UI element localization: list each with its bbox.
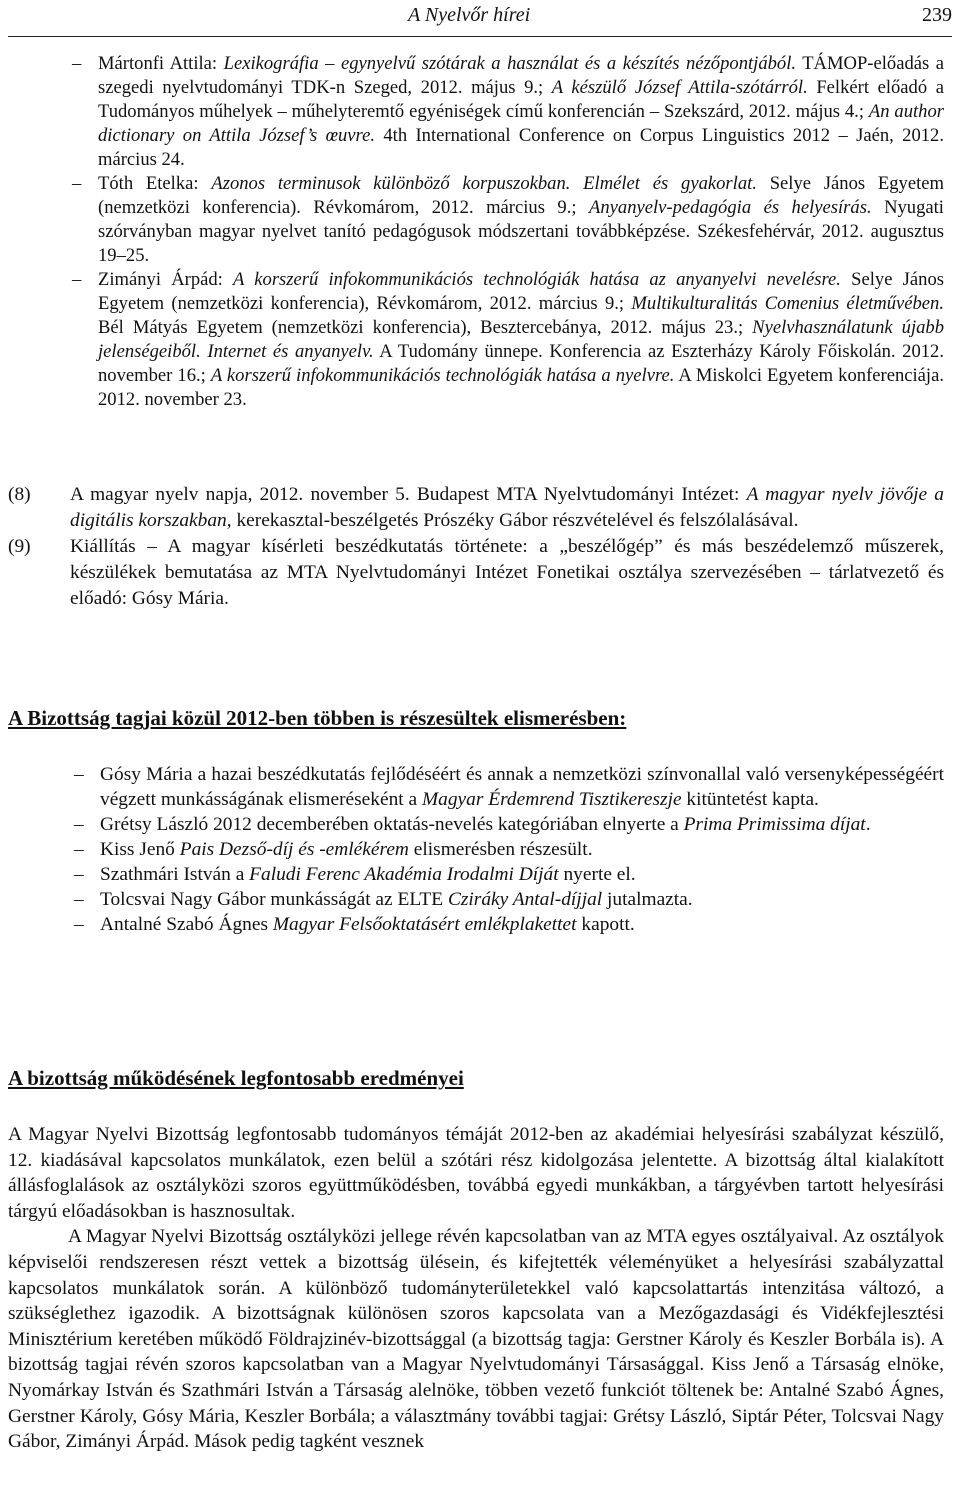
- italic-text: Pais Dezső-díj és -emlékérem: [179, 839, 409, 860]
- text-run: Bél Mátyás Egyetem (nemzetközi konferencia), Besztercebánya, 2012. május 23.;: [98, 317, 753, 338]
- list-item: [8, 887, 952, 912]
- item-text: [98, 53, 944, 170]
- italic-text: Magyar Felsőoktatásért emlékplakettet: [272, 914, 577, 935]
- paragraph: A Magyar Nyelvi Bizottság osztályközi jellege révén kapcsolatban van az MTA egyes osztályaival. Az osztályok képviselői rendszeresen részt vettek a bizottság ülésein, és kifejtették véleményüket a helyesírási szabályzattal kapcsolatos munkálatok során. A különböző tudományterületekkel való kapcsolattartás intenzitása változó, a szükséglethez igazodik. A bizottságnak különösen szoros kapcsolata van a Mezőgazdasági és Vidékfejlesztési Minisztérium keretében működő Földrajzinév-bizottsággal (a bizottság tagja: Gerstner Károly és Keszler Borbála is). A bizottság tagjai révén szoros kapcsolatban van a Magyar Nyelvtudományi Társasággal. Kiss Jenő a Társaság elnöke, Nyomárkay István és Szathmári István a Társaság alelnöke, többen vezető funkciót töltenek be: Antalné Szabó Ágnes, Gerstner Károly, Gósy Mária, Keszler Borbála; a választmány további tagjai: Grétsy László, Siptár Péter, Tolcsvai Nagy Gábor, Zimányi Árpád. Mások pedig tagként vesznek: [8, 1226, 944, 1453]
- text-run: Selye János Egyetem (nemzetközi konferencia). Révkomárom, 2012. március 9.;: [98, 173, 944, 218]
- italic-text: A magyar nyelv jövője a digitális korszakban: [70, 484, 944, 531]
- italic-text: Multikulturalitás Comenius életművében.: [631, 293, 944, 314]
- text-run: Nyugati szórványban magyar nyelvet tanító pedagógusok módszertani továbbképzése. Székesfehérvár, 2012. augusztus 19–25.: [98, 197, 944, 266]
- text-run: , kerekasztal-beszélgetés Prószéky Gábor részvételével és felszólalásával.: [226, 510, 799, 531]
- italic-text: Azonos terminusok különböző korpuszokban. Elmélet és gyakorlat.: [211, 173, 757, 194]
- item-text: [100, 764, 944, 810]
- running-header: [8, 0, 952, 37]
- paragraph: A Magyar Nyelvi Bizottság legfontosabb tudományos témáját 2012-ben az akadémiai helyesírási szabályzat készülő, 12. kiadásával kapcsolatos munkálatok, ezen belül a szótári rész kidolgozása jelentette. A bizottság által kialakított állásfoglalások az osztályközi szoros együttműködésben, továbbá egyedi munkákban, a tárgyévben tartott helyesírási tárgyú előadásokban is hasznosultak.: [8, 1124, 944, 1222]
- text-run: TÁMOP-előadás a szegedi nyelvtudományi TDK-n Szeged, 2012. május 9.;: [98, 53, 944, 98]
- italic-text: Cziráky Antal-díjjal: [447, 889, 603, 910]
- dash-bullet: –: [74, 864, 84, 885]
- item-text: [100, 814, 871, 835]
- list-item: [8, 172, 952, 268]
- text-run: Felkért előadó a Tudományos műhelyek – műhelyteremtő egyéniségek című konferencián – Szekszárd, 2012. május 4.;: [98, 77, 944, 122]
- dash-bullet: –: [74, 764, 84, 785]
- item-text: [100, 914, 635, 935]
- item-text: [70, 484, 944, 531]
- journal-title: A Nyelvőr hírei: [408, 4, 531, 26]
- text-run: Gósy Mária a hazai beszédkutatás fejlődéséért és annak a nemzetközi színvonallal való versenyképességéért végzett munkásságának elismeréseként a: [100, 764, 944, 810]
- text-run: Kiss Jenő: [100, 839, 180, 860]
- item-text: [100, 839, 593, 860]
- text-run: kitüntetést kapta.: [681, 789, 819, 810]
- dash-bullet: –: [72, 53, 82, 74]
- text-run: Tóth Etelka:: [98, 173, 212, 194]
- list-item: [8, 812, 952, 837]
- text-run: A magyar nyelv napja, 2012. november 5. Budapest MTA Nyelvtudományi Intézet:: [70, 484, 747, 505]
- text-run: kapott.: [576, 914, 635, 935]
- text-run: Szathmári István a: [100, 864, 250, 885]
- dash-bullet: –: [72, 173, 82, 194]
- text-run: jutalmazta.: [602, 889, 693, 910]
- awards-list: [8, 762, 952, 937]
- italic-text: Magyar Érdemrend Tisztikereszje: [421, 789, 682, 810]
- item-text: [100, 864, 636, 885]
- numbered-item: [8, 482, 952, 534]
- item-text: [100, 889, 693, 910]
- list-item: [8, 268, 952, 412]
- text-run: nyerte el.: [558, 864, 636, 885]
- numbered-item: [8, 534, 952, 612]
- text-run: Kiállítás – A magyar kísérleti beszédkutatás története: a „beszélőgép” és más beszédelemző műszerek, készülékek bemutatása az MTA Nyelvtudományi Intézet Fonetikai osztálya szervezésében – tárlatvezető és előadó: Gósy Mária.: [70, 536, 944, 609]
- text-run: Tolcsvai Nagy Gábor munkásságát az ELTE: [100, 889, 448, 910]
- section-heading-results: A bizottság működésének legfontosabb eredményei: [8, 1066, 464, 1090]
- item-number: (8): [8, 484, 31, 505]
- text-run: elismerésben részesült.: [408, 839, 593, 860]
- text-run: A Tudomány ünnepe. Konferencia az Eszterházy Károly Főiskolán. 2012. november 16.;: [98, 341, 944, 386]
- italic-text: An author dictionary on Attila József’s œuvre.: [98, 101, 944, 146]
- text-run: Mártonfi Attila:: [98, 53, 224, 74]
- text-run: Grétsy László 2012 decemberében oktatás-nevelés kategóriában elnyerte a: [100, 814, 684, 835]
- dash-bullet: –: [72, 269, 82, 290]
- item-text: [70, 536, 944, 609]
- italic-text: A korszerű infokommunikációs technológiák hatása az anyanyelvi nevelésre.: [233, 269, 841, 290]
- text-run: A Miskolci Egyetem konferenciája. 2012. november 23.: [98, 365, 944, 410]
- presentations-list: [8, 52, 952, 412]
- list-item: [8, 837, 952, 862]
- italic-text: Anyanyelv-pedagógia és helyesírás.: [589, 197, 872, 218]
- dash-bullet: –: [74, 839, 84, 860]
- italic-text: Nyelvhasználatunk újabb jelenségeiből. Internet és anyanyelv.: [98, 317, 944, 362]
- results-body: [8, 1122, 952, 1455]
- section-heading-awards: A Bizottság tagjai közül 2012-ben többen is részesültek elismerésben:: [8, 706, 627, 730]
- item-text: [98, 173, 944, 266]
- list-item: [8, 52, 952, 172]
- item-number: (9): [8, 536, 31, 557]
- dash-bullet: –: [74, 889, 84, 910]
- dash-bullet: –: [74, 814, 84, 835]
- list-item: [8, 862, 952, 887]
- list-item: [8, 762, 952, 812]
- text-run: 4th International Conference on Corpus Linguistics 2012 – Jaén, 2012. március 24.: [98, 125, 944, 170]
- text-run: .: [865, 814, 871, 835]
- italic-text: Lexikográfia – egynyelvű szótárak a használat és a készítés nézőpontjából.: [223, 53, 797, 74]
- italic-text: A korszerű infokommunikációs technológiák hatása a nyelvre.: [210, 365, 675, 386]
- text-run: Antalné Szabó Ágnes: [100, 914, 273, 935]
- list-item: [8, 912, 952, 937]
- item-text: [98, 269, 944, 410]
- dash-bullet: –: [74, 914, 84, 935]
- text-run: Zimányi Árpád:: [98, 269, 234, 290]
- text-run: Selye János Egyetem (nemzetközi konferencia), Révkomárom, 2012. március 9.;: [98, 269, 944, 314]
- italic-text: A készülő József Attila-szótárról.: [551, 77, 808, 98]
- page-number: 239: [922, 4, 952, 26]
- numbered-list: [8, 482, 952, 612]
- italic-text: Prima Primissima díjat: [683, 814, 866, 835]
- italic-text: Faludi Ferenc Akadémia Irodalmi Díját: [249, 864, 559, 885]
